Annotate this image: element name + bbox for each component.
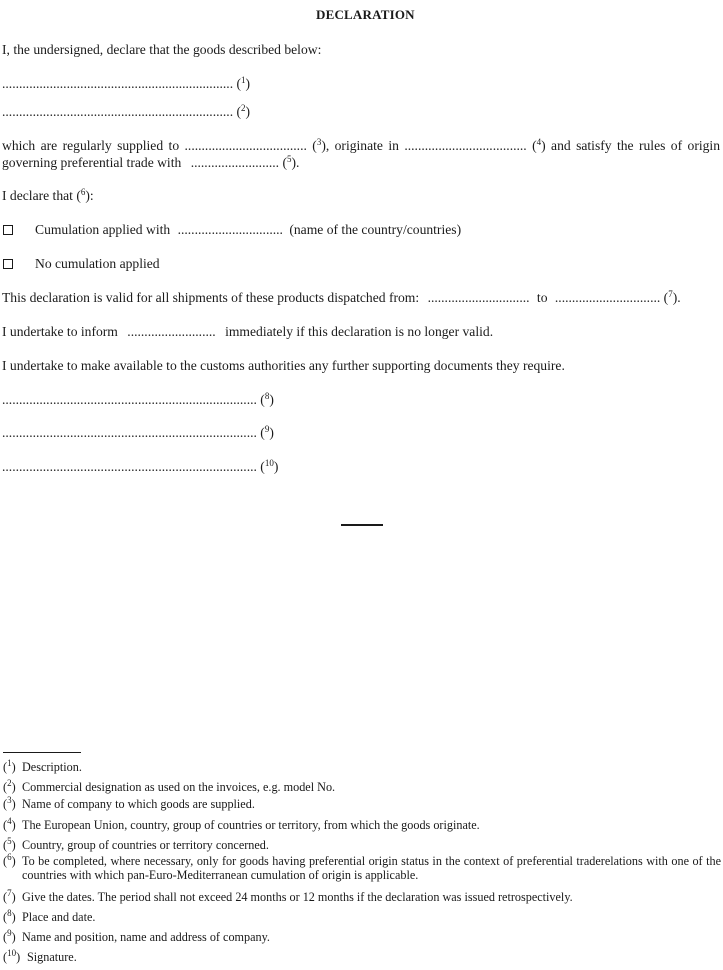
ref-10: 10 (264, 458, 274, 468)
ref-2: 2 (241, 103, 246, 113)
place-date-line: ........................................................................... ($^8$) (2, 391, 274, 407)
ref-6: 6 (80, 187, 86, 197)
footnote-separator (3, 752, 81, 753)
declare-that: I declare that ($^6$): (2, 187, 94, 203)
ref-4: 4 (536, 137, 542, 147)
end-rule (341, 524, 383, 526)
dotted-field[interactable]: .......................... (127, 324, 216, 339)
signature-line: ........................................................................... ($^{10}$) (2, 458, 279, 474)
dotted-field[interactable]: .................................... (404, 138, 527, 153)
cumulation-applied-checkbox[interactable] (3, 225, 13, 235)
ref-9: 9 (264, 424, 270, 434)
dotted-field[interactable]: .................................................................... (2, 76, 234, 91)
ref-3: 3 (316, 137, 322, 147)
option-no-cumulation: No cumulation applied (35, 256, 160, 271)
ref-8: 8 (264, 391, 270, 401)
page-title: DECLARATION (316, 7, 415, 22)
available-line: I undertake to make available to the customs authorities any further supporting documents they require. (2, 358, 565, 373)
dotted-field[interactable]: ........................................................................... (2, 425, 257, 440)
ref-7: 7 (668, 289, 673, 299)
name-company-line: ........................................................................... ($^9$) (2, 424, 274, 440)
declaration-page: DECLARATION I, the undersigned, declare that the goods described below: .................................................................... ($^1$) .................................................................... ($^2$) which are regularly supplied to .................................... ($^3$), originate in .................................... ($^4$) and satisfy the rules of origin governing preferential trade with .......................... ($^5$). I declare that ($^6$): Cumulation applied with ............................... (name of the country/countries) No cumulation applied This declaration is valid for all shipments of these products dispatched from: .............................. to ............................... ($^7$). I undertake to inform .......................... immediately if this declaration is no longer valid. I undertake to make available to the customs authorities any further supporting documents they require. ........................................................................... ($^8$) ........................................................................... ($^9$) ........................................................................... ($^{10}$) ($^1$) Description. ($^2$) Commercial designation as used on the invoices, e.g. model No. ($^3$) Name of company to which goods are supplied. ($^4$) The European Union, country, group of countries or territory, from which the goods originate. ($^5$) Country, group of countries or territory concerned. ($^6$) To be completed, where necessary, only for goods having preferential origin status in the context of preferential traderelations with one of the countries with which pan-Euro-Mediterranean cumulation of origin is applicable. ($^7$) Give the dates. The period shall not exceed 24 months or 12 months if the declaration was issued retrospectively. ($^8$) Place and date. ($^9$) Name and position, name and address of company. ($^{10}$) Signature. (2, 7, 721, 964)
dotted-field[interactable]: ............................... (554, 290, 661, 305)
supplied-line-2: governing preferential trade with .......................... ($^5$). (2, 154, 300, 170)
dotted-field[interactable]: .......................... (190, 155, 280, 170)
intro-text: I, the undersigned, declare that the goods described below: (2, 42, 322, 57)
dotted-field[interactable]: ........................................................................... (2, 459, 257, 474)
option-cumulation: Cumulation applied with ............................... (name of the country/countries) (35, 222, 462, 237)
dotted-field[interactable]: ............................... (177, 222, 283, 237)
dotted-field[interactable]: .................................................................... (2, 104, 234, 119)
no-cumulation-checkbox[interactable] (3, 259, 13, 269)
dotted-field[interactable]: ........................................................................... (2, 392, 257, 407)
supplied-line-1: which are regularly supplied to .................................... ($^3$), originate in .................................... ($^4$) and satisfy the rules of origin (2, 137, 720, 153)
inform-line: I undertake to inform .......................... immediately if this declaration is no longer valid. (2, 324, 494, 339)
dotted-field[interactable]: .................................... (184, 138, 307, 153)
goods-line-1: .................................................................... ($^1$) (2, 75, 251, 91)
ref-1: 1 (241, 75, 246, 85)
validity-line: This declaration is valid for all shipments of these products dispatched from: .............................. to ............................... ($^7$). (2, 289, 681, 305)
ref-5: 5 (287, 154, 292, 164)
dotted-field[interactable]: .............................. (427, 290, 530, 305)
goods-line-2: .................................................................... ($^2$) (2, 103, 251, 119)
